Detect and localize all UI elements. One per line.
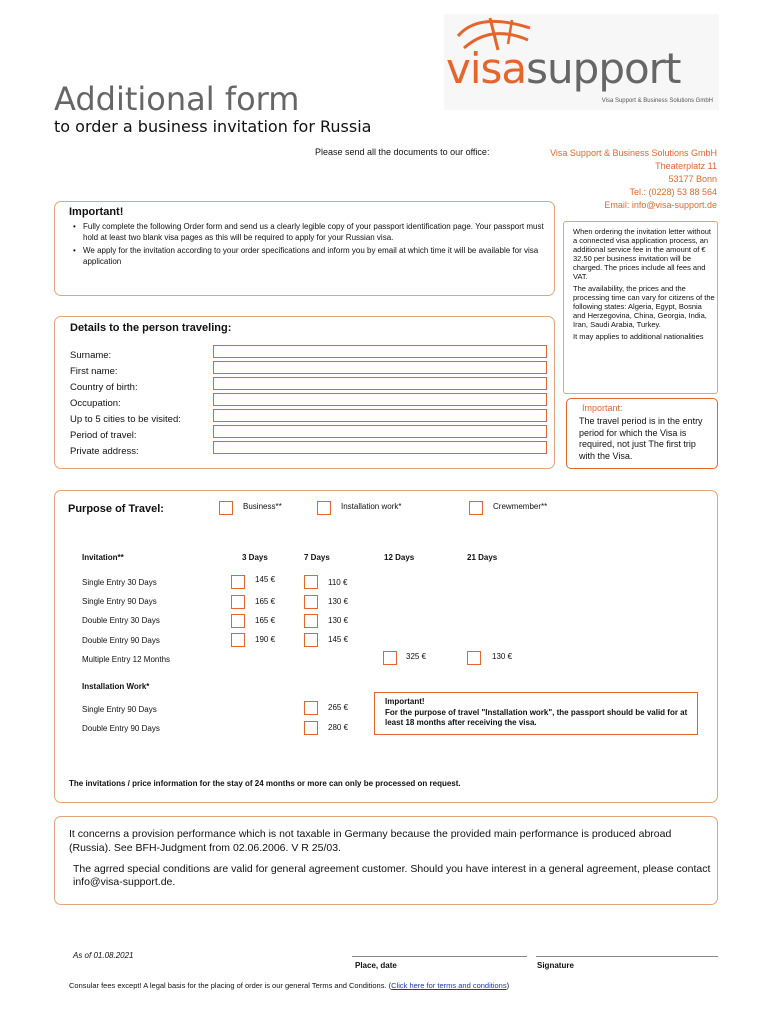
single-90-3days-checkbox[interactable] bbox=[231, 595, 245, 609]
logo-word-visa: visa bbox=[446, 44, 527, 93]
place-date-line[interactable] bbox=[352, 956, 527, 957]
purpose-business-label: Business** bbox=[243, 502, 282, 511]
double-90-3days-checkbox[interactable] bbox=[231, 633, 245, 647]
cities-label: Up to 5 cities to be visited: bbox=[70, 414, 181, 425]
row-label: Double Entry 90 Days bbox=[82, 636, 160, 645]
purpose-installation-label: Installation work* bbox=[341, 502, 402, 511]
long-stay-note: The invitations / price information for the stay of 24 months or more can only be processed on request. bbox=[69, 779, 461, 788]
multiple-12m-12days-checkbox[interactable] bbox=[383, 651, 397, 665]
purpose-crewmember-checkbox[interactable] bbox=[469, 501, 483, 515]
logo-tagline: Visa Support & Business Solutions GmbH bbox=[601, 98, 713, 104]
important-bullet: • We apply for the invitation according to your order specifications and inform you by email at which time it will be available for visa application bbox=[73, 246, 539, 266]
cities-input[interactable] bbox=[213, 409, 547, 422]
price: 110 € bbox=[328, 578, 348, 587]
price: 145 € bbox=[255, 575, 276, 584]
installation-header: Installation Work* bbox=[82, 682, 150, 691]
tax-section bbox=[54, 816, 718, 905]
private-address-input[interactable] bbox=[213, 441, 547, 454]
price: 130 € bbox=[328, 616, 349, 625]
row-label: Single Entry 30 Days bbox=[82, 578, 157, 587]
purpose-installation-checkbox[interactable] bbox=[317, 501, 331, 515]
price: 190 € bbox=[255, 635, 276, 644]
installation-important-box bbox=[374, 692, 698, 735]
person-details-title: Details to the person traveling: bbox=[70, 322, 232, 334]
price: 325 € bbox=[406, 652, 427, 661]
double-30-7days-checkbox[interactable] bbox=[304, 614, 318, 628]
installation-important-title: Important! bbox=[385, 697, 425, 706]
as-of-date: As of 01.08.2021 bbox=[73, 951, 134, 960]
address-city: 53177 Bonn bbox=[668, 174, 717, 184]
row-label: Single Entry 90 Days bbox=[82, 597, 157, 606]
terms-note: Consular fees except! A legal basis for the placing of order is our general Terms and Conditions. (Click here for terms and conditions) bbox=[69, 981, 510, 990]
multiple-12m-21days-checkbox[interactable] bbox=[467, 651, 481, 665]
private-address-label: Private address: bbox=[70, 446, 139, 457]
signature-line[interactable] bbox=[536, 956, 718, 957]
purpose-crewmember-label: Crewmember** bbox=[493, 502, 548, 511]
address-phone: Tel.: (0228) 53 88 564 bbox=[629, 187, 717, 197]
page-subtitle: to order a business invitation for Russia bbox=[54, 117, 372, 136]
purpose-section bbox=[54, 490, 718, 803]
row-label: Double Entry 90 Days bbox=[82, 724, 160, 733]
invitation-header: Invitation** bbox=[82, 553, 124, 562]
company-logo bbox=[444, 14, 719, 110]
price: 145 € bbox=[328, 635, 349, 644]
row-label: Single Entry 90 Days bbox=[82, 705, 157, 714]
address-company: Visa Support & Business Solutions GmbH bbox=[550, 148, 717, 158]
price: 130 € bbox=[492, 652, 513, 661]
price: 280 € bbox=[328, 723, 349, 732]
side-important-text: The travel period is in the entry period for which the Visa is required, not just The first trip with the Visa. bbox=[579, 416, 703, 461]
country-of-birth-label: Country of birth: bbox=[70, 382, 138, 393]
country-of-birth-input[interactable] bbox=[213, 377, 547, 390]
column-12-days: 12 Days bbox=[384, 553, 415, 562]
important-title: Important! bbox=[69, 206, 124, 218]
occupation-label: Occupation: bbox=[70, 398, 121, 409]
side-important-title: Important: bbox=[582, 403, 623, 413]
price: 265 € bbox=[328, 703, 349, 712]
period-of-travel-label: Period of travel: bbox=[70, 430, 137, 441]
terms-link[interactable]: Click here for terms and conditions bbox=[391, 981, 507, 990]
side-note-nationalities: It may applies to additional nationalities bbox=[573, 332, 704, 341]
row-label: Multiple Entry 12 Months bbox=[82, 655, 171, 664]
column-7-days: 7 Days bbox=[304, 553, 330, 562]
surname-input[interactable] bbox=[213, 345, 547, 358]
occupation-input[interactable] bbox=[213, 393, 547, 406]
double-30-3days-checkbox[interactable] bbox=[231, 614, 245, 628]
price: 165 € bbox=[255, 616, 276, 625]
installation-important-text: For the purpose of travel "Installation work", the passport should be valid for at least 18 months after receiving the visa. bbox=[385, 708, 688, 727]
important-bullet: • Fully complete the following Order form and send us a clearly legible copy of your passport identification page. Your passport must hold at least two blank visa pages as this will be required to apply for your Russian visa. bbox=[73, 222, 544, 242]
purpose-title: Purpose of Travel: bbox=[68, 503, 164, 515]
single-30-3days-checkbox[interactable] bbox=[231, 575, 245, 589]
first-name-label: First name: bbox=[70, 366, 118, 377]
logo-word-support: support bbox=[526, 44, 681, 93]
purpose-business-checkbox[interactable] bbox=[219, 501, 233, 515]
row-label: Double Entry 30 Days bbox=[82, 616, 160, 625]
single-90-7days-checkbox[interactable] bbox=[304, 595, 318, 609]
installation-single-90-checkbox[interactable] bbox=[304, 701, 318, 715]
send-prompt: Please send all the documents to our office: bbox=[315, 147, 490, 157]
period-of-travel-input[interactable] bbox=[213, 425, 547, 438]
first-name-input[interactable] bbox=[213, 361, 547, 374]
side-important-box bbox=[566, 398, 718, 469]
single-30-7days-checkbox[interactable] bbox=[304, 575, 318, 589]
price: 130 € bbox=[328, 597, 349, 606]
double-90-7days-checkbox[interactable] bbox=[304, 633, 318, 647]
surname-label: Surname: bbox=[70, 350, 112, 361]
address-street: Theaterplatz 11 bbox=[655, 161, 717, 171]
general-agreement-note: The agrred special conditions are valid for general agreement customer. Should you have interest in a general agreement, please contact info@visa-support.de. bbox=[73, 863, 711, 888]
side-note-fee: When ordering the invitation letter without a connected visa application process, an additional service fee in the amount of € 32.50 per business invitation will be charged. The prices include all fees and VAT. bbox=[573, 227, 711, 281]
signature-label: Signature bbox=[537, 961, 574, 970]
installation-double-90-checkbox[interactable] bbox=[304, 721, 318, 735]
column-3-days: 3 Days bbox=[242, 553, 268, 562]
column-21-days: 21 Days bbox=[467, 553, 498, 562]
side-note-availability: The availability, the prices and the processing time can vary for citizens of the following states: Algeria, Egypt, Bosnia and Herzegovina, China, Georgia, India, Iran, Saudi Arabia, Turkey. bbox=[573, 284, 715, 329]
side-note-box bbox=[563, 221, 718, 394]
address-email[interactable]: Email: info@visa-support.de bbox=[604, 200, 717, 210]
important-box bbox=[54, 201, 555, 296]
tax-note: It concerns a provision performance which is not taxable in Germany because the provided main performance is produced abroad (Russia). See BFH-Judgment from 02.06.2006. V R 25/03. bbox=[69, 828, 672, 854]
page-title: Additional form bbox=[54, 80, 300, 118]
price: 165 € bbox=[255, 597, 276, 606]
place-date-label: Place, date bbox=[355, 961, 397, 970]
